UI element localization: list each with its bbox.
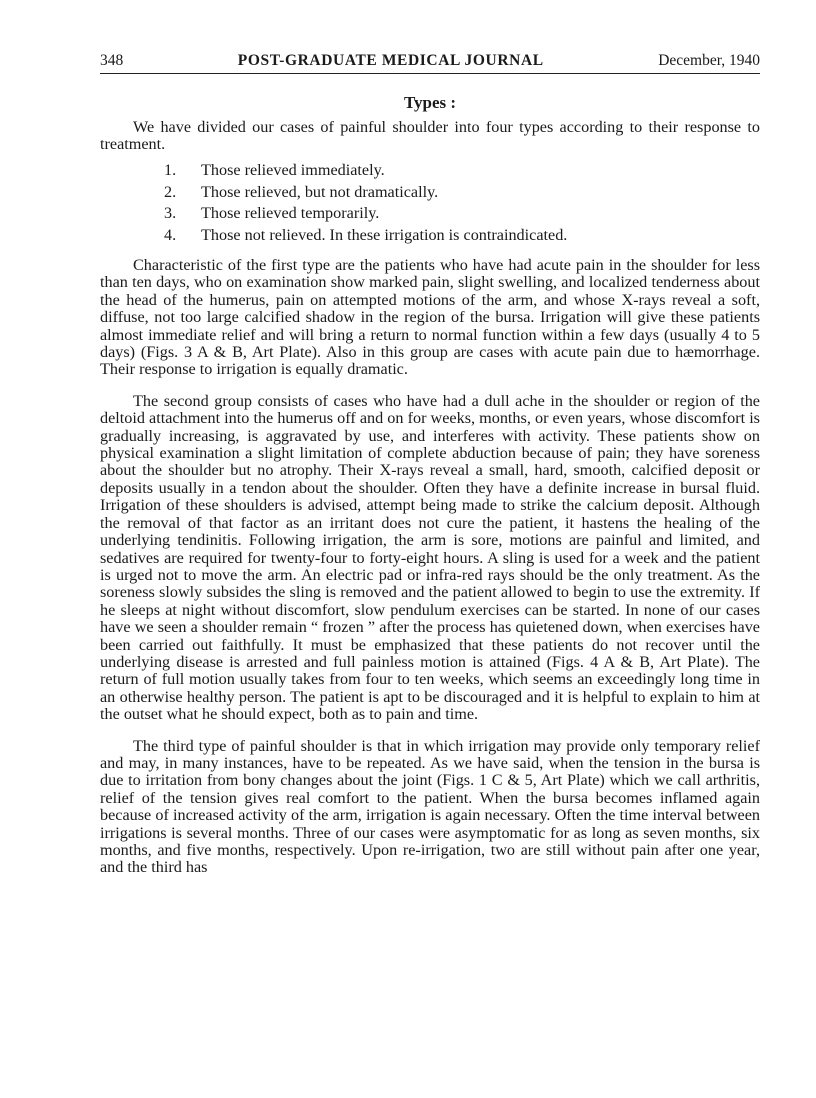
second-group-paragraph: The second group consists of cases who have had a dull ache in the shoulder or region of the deltoid attachment into the humerus off and on for weeks, months, or even years, whose discomfort is gradually increasing, is aggravated by use, and interferes with activity. These patients show on physical examination a slight limitation of complete abduction because of pain; they have soreness about the shoulder but no atrophy. Their X-rays reveal a small, hard, smooth, calcified deposit or deposits usually in a tendon about the shoulder. Often they have a definite increase in bursal fluid. Irrigation of these shoulders is advised, attempt being made to strike the calcium deposit. Although the removal of that factor as an irritant does not cure the patient, it hastens the healing of the underlying tendinitis. Following irrigation, the arm is sore, motions are painful and limited, and sedatives are required for twenty-four to forty-eight hours. A sling is used for a week and the patient is urged not to move the arm. An electric pad or infra-red rays should be the only treatment. As the soreness slowly subsides the sling is removed and the patient allowed to begin to use the extremity. If he sleeps at night without discomfort, slow pendulum exercises can be started. In none of our cases have we seen a shoulder remain “ frozen ” after the process has quietened down, when exercises have been carried out faithfully. It must be emphasized that these patients do not recover until the underlying disease is arrested and full painless motion is attained (Figs. 4 A & B, Art Plate). The return of full motion usually takes from four to ten weeks, which seems an exceedingly long time in an otherwise healthy person. The patient is apt to be discouraged and it is helpful to explain to him at the outset what he should expect, both as to pain and time. <box>100 391 760 724</box>
list-item-number: 2. <box>164 182 177 201</box>
list-item <box>164 160 760 182</box>
list-item-text: Those not relieved. In these irrigation is contraindicated. <box>201 226 568 245</box>
list-item <box>164 203 760 225</box>
list-item-text: Those relieved temporarily. <box>201 204 380 223</box>
running-header <box>100 52 760 74</box>
intro-paragraph: We have divided our cases of painful shoulder into four types according to their response to treatment. <box>100 118 760 154</box>
journal-page <box>100 52 760 877</box>
section-title: Types : <box>403 93 457 112</box>
list-item <box>164 182 760 204</box>
first-type-paragraph: Characteristic of the first type are the patients who have had acute pain in the shoulder for less than ten days, who on examination show marked pain, slight swelling, and localized tenderness about the head of the humerus, pain on attempted motions of the arm, and whose X-rays reveal a soft, diffuse, not too large calcified shadow in the region of the bursa. Irrigation will give these patients almost immediate relief and will bring a return to normal function within a few days (usually 4 to 5 days) (Figs. 3 A & B, Art Plate). Also in this group are cases with acute pain due to hæmorrhage. Their response to irrigation is equally dramatic. <box>100 256 760 379</box>
list-item-text: Those relieved, but not dramatically. <box>201 182 439 201</box>
list-item-number: 4. <box>164 226 177 245</box>
list-item <box>164 225 760 247</box>
types-list <box>100 160 760 247</box>
list-item-number: 1. <box>164 160 177 179</box>
list-item-text: Those relieved immediately. <box>201 160 385 179</box>
list-item-number: 3. <box>164 204 177 223</box>
journal-title: POST-GRADUATE MEDICAL JOURNAL <box>237 52 544 69</box>
page-number: 348 <box>100 52 124 69</box>
issue-date: December, 1940 <box>658 52 760 69</box>
third-type-paragraph: The third type of painful shoulder is that in which irrigation may provide only temporary relief and may, in many instances, have to be repeated. As we have said, when the tension in the bursa is due to irritation from bony changes about the joint (Figs. 1 C & 5, Art Plate) which we call arthritis, relief of the tension gives real comfort to the patient. When the bursa becomes inflamed again because of increased activity of the arm, irrigation is again necessary. Often the time interval between irrigations is several months. Three of our cases were asymptomatic for as long as seven months, six months, and five months, respectively. Upon re-irrigation, two are still without pain after one year, and the third has <box>100 736 760 877</box>
